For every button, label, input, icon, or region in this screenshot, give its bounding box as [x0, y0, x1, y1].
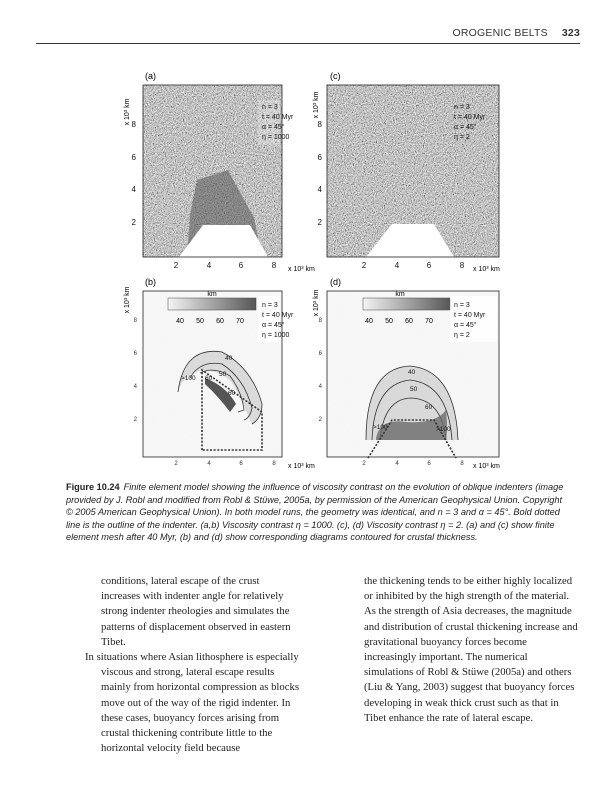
- y-tick: 8: [317, 120, 322, 129]
- y-tick: 6: [131, 153, 136, 162]
- legend-line: η = 2: [454, 332, 470, 339]
- panel-d-colorbar: [363, 298, 451, 310]
- legend-line: n = 3: [262, 302, 278, 309]
- x-tick: 8: [460, 461, 464, 467]
- x-tick: 8: [459, 261, 465, 270]
- legend-line: t = 40 Myr: [454, 114, 486, 121]
- y-tick: 4: [133, 384, 137, 390]
- y-tick: 8: [133, 318, 137, 324]
- x-tick: 2: [173, 261, 179, 270]
- panel-c-x-label: x 10³ km: [473, 266, 500, 273]
- legend-line: n = 3: [454, 302, 470, 309]
- panel-d-y-ticks: [319, 318, 323, 423]
- legend-line: η = 1000: [262, 134, 290, 141]
- panel-b-colorbar-unit: km: [207, 291, 217, 298]
- colorbar-tick: 70: [236, 318, 244, 325]
- contour-label: 60: [425, 404, 433, 411]
- paragraph: the thickening tends to be either highly localized or inhibited by the high strength of the material. As the strength of Asia decreases, the magnitude and distribution of crustal thickening increase and gravitational buoyancy forces become increasingly important. The numerical simulations of Robl & Stüwe (2005a) and others (Liu & Yang, 2003) suggest that buoyancy forces developing in weak thick crust such as that in Tibet enhance the rate of lateral escape.: [364, 575, 578, 724]
- paragraph: In situations where Asian lithosphere is especially viscous and strong, lateral escape results mainly from horizontal compression as blocks move out of the way of the rigid indenter. In these cases, buoyancy forces arising from crustal thickening contribute little to the horizontal velocity field because: [85, 651, 299, 755]
- panel-d-x-label: x 10³ km: [473, 463, 500, 470]
- y-tick: 4: [131, 185, 136, 194]
- legend-line: n = 3: [262, 104, 278, 111]
- colorbar-tick: 60: [216, 318, 224, 325]
- panel-b-x-label: x 10³ km: [288, 463, 315, 470]
- panel-b-x-ticks: [174, 461, 276, 467]
- caption-label: Figure 10.24: [66, 482, 120, 492]
- body-column-left: [85, 574, 300, 756]
- panel-c: [327, 85, 499, 257]
- x-tick: 4: [395, 461, 399, 467]
- caption-text: Finite element model showing the influence of viscosity contrast on the evolution of oblique indenters (image provided by J. Robl and modified from Robl & Stüwe, 2005a, by permission of the American Geophysical Union. Copyright © 2005 American Geophysical Union). In both model runs, the geometry was identical, and n = 3 and α = 45°. Bold dotted line is the outline of the indenter. (a,b) Viscosity contrast η = 1000. (c), (d) Viscosity contrast η = 2. (a) and (c) show finite element mesh after 40 Myr, (b) and (d) show corresponding diagrams contoured for crustal thickness.: [66, 482, 564, 543]
- y-tick: 6: [317, 153, 322, 162]
- y-tick: 8: [318, 318, 322, 324]
- x-tick: 4: [394, 261, 400, 270]
- colorbar-tick: 40: [365, 318, 373, 325]
- x-tick: 8: [271, 261, 277, 270]
- paragraph: conditions, lateral escape of the crust increases with indenter angle for relatively strong indenter rheologies and simulates the patterns of displacement observed in eastern Tibet.: [101, 575, 291, 648]
- contour-label: >100: [436, 426, 451, 433]
- panel-a-x-ticks: [174, 261, 277, 270]
- contour-label: 60: [228, 390, 236, 397]
- legend-line: α = 45°: [262, 322, 285, 329]
- panel-b-label: (b): [145, 277, 156, 287]
- contour-label: >100: [373, 424, 388, 431]
- x-tick: 6: [427, 461, 431, 467]
- panel-a-y-label: x 10³ km: [124, 98, 131, 126]
- x-tick: 2: [174, 461, 178, 467]
- colorbar-tick: 70: [425, 318, 433, 325]
- y-tick: 2: [133, 417, 137, 423]
- contour-label: 40: [225, 355, 233, 362]
- panel-b-colorbar: [168, 298, 256, 310]
- y-tick: 2: [131, 218, 136, 227]
- contour-label: 50: [410, 386, 418, 393]
- y-tick: 4: [317, 185, 322, 194]
- panel-b-y-label: x 10³ km: [124, 286, 131, 314]
- panel-a-y-ticks: [132, 120, 137, 227]
- x-tick: 6: [426, 261, 432, 270]
- page-number: 323: [561, 27, 580, 39]
- panel-d-label: (d): [330, 277, 341, 287]
- contour-label: 40: [408, 369, 416, 376]
- panel-a-x-label: x 10³ km: [288, 266, 315, 273]
- legend-line: t = 40 Myr: [262, 312, 294, 319]
- colorbar-tick: 60: [405, 318, 413, 325]
- legend-line: α = 45°: [454, 322, 477, 329]
- x-tick: 6: [238, 261, 244, 270]
- panel-a-label: (a): [145, 71, 156, 81]
- legend-line: t = 40 Myr: [454, 312, 486, 319]
- panel-d-x-ticks: [362, 461, 464, 467]
- x-tick: 2: [362, 461, 366, 467]
- y-tick: 2: [317, 218, 322, 227]
- panel-c-x-ticks: [362, 261, 465, 270]
- panel-d-colorbar-unit: km: [395, 291, 405, 298]
- running-title: OROGENIC BELTS: [452, 27, 548, 39]
- legend-line: η = 2: [454, 134, 470, 141]
- panel-c-y-label: x 10³ km: [313, 91, 320, 119]
- contour-label: 50: [219, 371, 227, 378]
- x-tick: 4: [207, 461, 211, 467]
- y-tick: 4: [318, 384, 322, 390]
- x-tick: 4: [206, 261, 212, 270]
- x-tick: 6: [239, 461, 243, 467]
- figure-caption: [66, 481, 566, 544]
- panel-c-label: (c): [330, 71, 341, 81]
- colorbar-tick: 50: [385, 318, 393, 325]
- x-tick: 8: [272, 461, 276, 467]
- contour-label: >100: [181, 375, 196, 382]
- y-tick: 2: [318, 417, 322, 423]
- y-tick: 6: [318, 351, 322, 357]
- x-tick: 2: [361, 261, 367, 270]
- colorbar-tick: 50: [196, 318, 204, 325]
- legend-line: α = 45°: [454, 124, 477, 131]
- contour-label: 60: [205, 375, 213, 382]
- legend-line: α = 45°: [262, 124, 285, 131]
- panel-c-y-ticks: [318, 120, 323, 227]
- y-tick: 8: [131, 120, 136, 129]
- panel-d-y-label: x 10³ km: [313, 289, 320, 317]
- legend-line: t = 40 Myr: [262, 114, 294, 121]
- y-tick: 6: [133, 351, 137, 357]
- legend-line: η = 1000: [262, 332, 290, 339]
- legend-line: n = 3: [454, 104, 470, 111]
- body-column-right: [364, 574, 579, 726]
- colorbar-tick: 40: [176, 318, 184, 325]
- panel-b-y-ticks: [134, 318, 138, 423]
